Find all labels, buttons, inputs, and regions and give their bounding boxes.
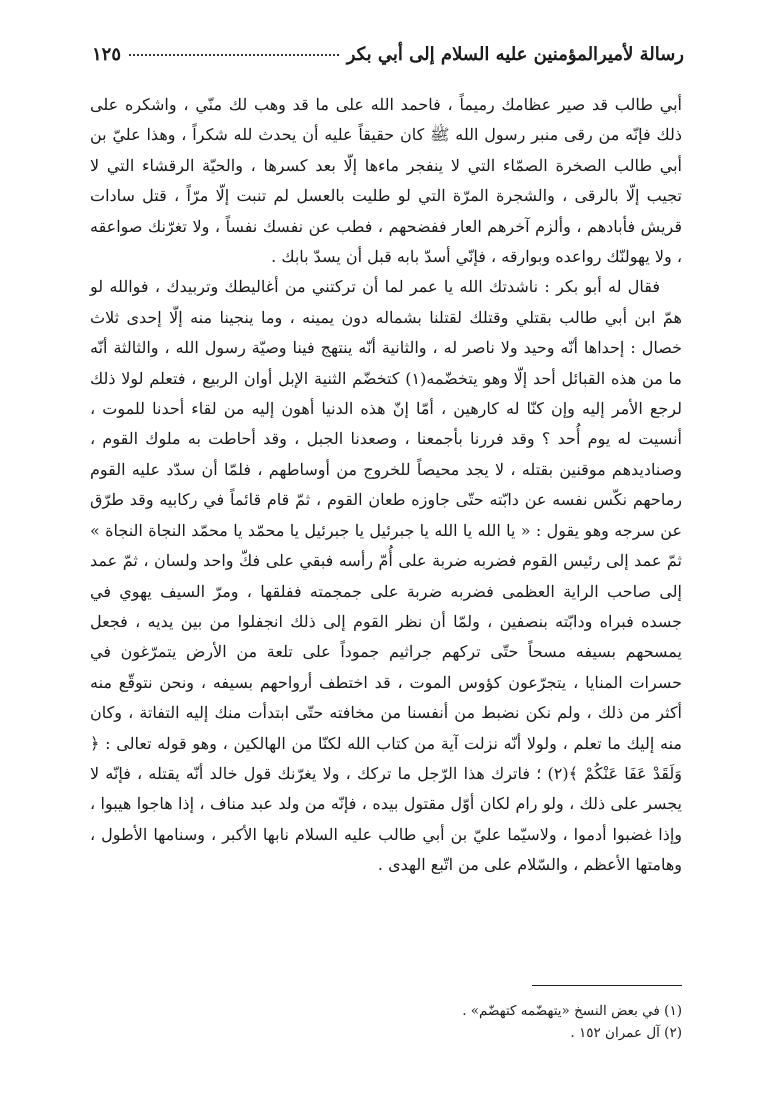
footnotes (90, 1000, 682, 1044)
footnote-2: (٢) آل عمران ١٥٢ . (570, 1025, 682, 1041)
footnote-separator (532, 985, 682, 986)
header-title: رسالة لأميرالمؤمنين عليه السلام إلى أبي بكر (346, 44, 684, 65)
running-header (92, 44, 684, 74)
header-leader-dots (129, 54, 339, 56)
paragraph-2: فقال له أبو بكر : ناشدتك الله يا عمر لما أن تركتني من أغاليطك وتربيدك ، فوالله لو همّ ابن أبي طالب بقتلي وقتلك لقتلنا بشماله دون يمينه ، وما ينجينا منه إلّا إحدى ثلاث خصال : إحداها أنّه وحيد ولا ناصر له ، والثانية أنّه ينتهج فينا وصيّة رسول الله ، والثالثة أنّه ما من هذه القبائل أحد إلّا وهو يتخضّمه(١) كتخضّم الثنية الإبل أوان الربيع ، فتعلم لولا ذلك لرجع الأمر إليه وإن كنّا له كارهين ، أمّا إنّ هذه الدنيا أهون إليه من لقاء أحدنا للموت ، أنسيت له يوم أُحد ؟ وقد فررنا بأجمعنا ، وصعدنا الجبل ، وقد أحاطت به ملوك القوم ، وصناديدهم موقنين بقتله ، لا يجد محيصاً للخروج من أوساطهم ، فلمّا أن سدّد عليه القوم رماحهم نكّس نفسه عن دابّته حتّى جاوزه طعان القوم ، ثمّ قام قائماً في ركابيه وقد طرّق عن سرجه وهو يقول : « يا الله يا الله يا جبرئيل يا جبرئيل يا محمّد يا محمّد النجاة النجاة » ثمّ عمد إلى رئيس القوم فضربه ضربة على أُمّ رأسه فبقي على فكّ واحد ولسان ، ثمّ عمد إلى صاحب الراية العظمى فضربه ضربة على جمجمته ففلقها ، ومرّ السيف يهوي في جسده فبراه ودابّته بنصفين ، ولمّا أن نظر القوم إلى ذلك انجفلوا من بين يديه ، فجعل يمسحهم بسيفه مسحاً حتّى تركهم جراثيم جموداً على تلعة من الأرض يتمرّغون في حسرات المنايا ، يتجرّعون كؤوس الموت ، قد اختطف أرواحهم بسيفه ، ونحن نتوقّع منه أكثر من ذلك ، ولم نكن نضبط من أنفسنا من مخافته حتّى ابتدأت منك إليه التفاتة ، وكان منه إليك ما تعلم ، ولولا أنّه نزلت آية من كتاب الله لكنّا من الهالكين ، وهو قوله تعالى : ﴿ وَلَقَدْ عَفَا عَنْكُمْ ﴾(٢) ؛ فاترك هذا الرّجل ما تركك ، ولا يغرّنك قول خالد أنّه يقتله ، فإنّه لا يجسر على ذلك ، ولو رام لكان أوّل مقتول بيده ، فإنّه من ولد عبد مناف ، إذا هاجوا هيبوا ، وإذا غضبوا أدموا ، ولاسيّما عليّ بن أبي طالب عليه السلام نابها الأكبر ، وسنامها الأطول ، وهامتها الأعظم ، والسّلام على من اتّبع الهدى . (90, 277, 683, 875)
footnote-1: (١) في بعض النسخ «يتهضّمه كتهضّم» . (462, 1003, 682, 1019)
body-text (90, 90, 682, 881)
page-number: ١٢٥ (92, 44, 122, 65)
paragraph-1: أبي طالب قد صير عظامك رميماً ، فاحمد الله على ما قد وهب لك منّي ، واشكره على ذلك فإنّه من رقى منبر رسول الله ﷺ كان حقيقاً عليه أن يحدث لله شكراً ، وهذا عليّ بن أبي طالب الصخرة الصمّاء التي لا ينفجر ماءها إلّا بعد كسرها ، والحيّة الرقشاء التي لا تجيب إلّا بالرقى ، والشجرة المرّة التي لو طليت بالعسل لم تنبت إلّا مرّاً ، قتل سادات قريش فأبادهم ، وألزم آخرهم العار ففضحهم ، فطب عن نفسك نفساً ، ولا تغرّنك صواعقه ، ولا يهولنّك رواعده وبوارقه ، فإنّي أسدّ بابه قبل أن يسدّ بابك . (90, 95, 683, 267)
